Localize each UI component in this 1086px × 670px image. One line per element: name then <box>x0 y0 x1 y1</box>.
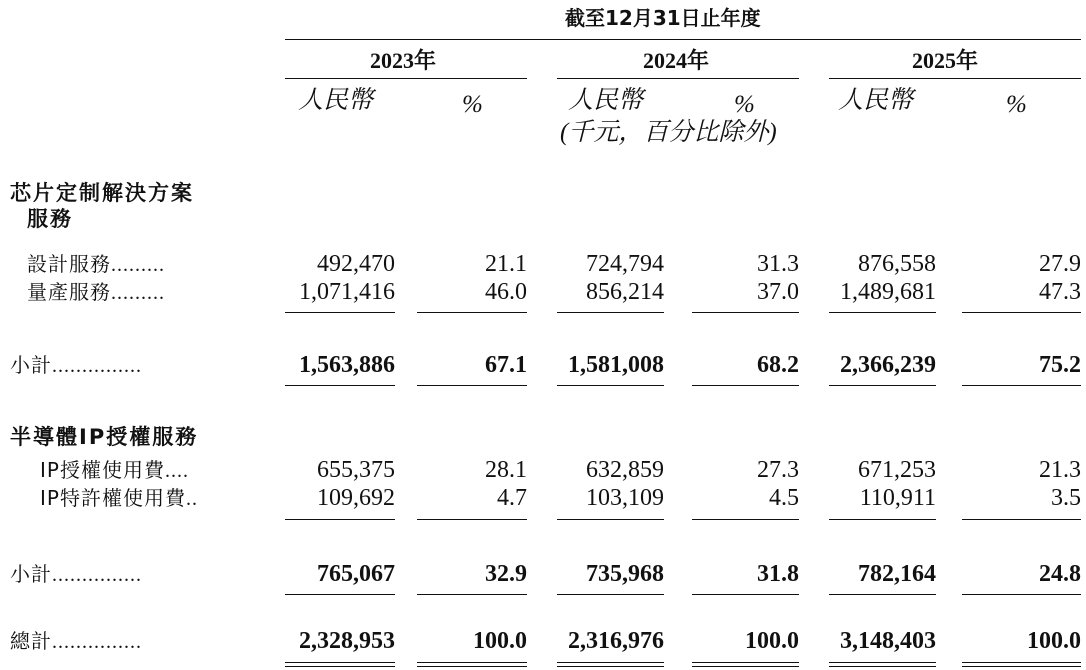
table-cell: 765,067 <box>317 561 395 587</box>
currency-label-2023: 人民幣 <box>298 87 374 114</box>
table-cell: 4.7 <box>497 485 527 511</box>
total-underline <box>285 662 395 663</box>
total-label: 總計............... <box>10 629 142 653</box>
subtotal-rule <box>692 312 799 313</box>
total-underline <box>829 662 936 663</box>
table-cell: 37.0 <box>757 279 799 305</box>
subtotal-rule <box>692 519 799 520</box>
table-cell: 1,489,681 <box>840 279 936 305</box>
subtotal-label: 小計............... <box>10 353 142 377</box>
subtotal-underline <box>557 385 664 386</box>
table-cell: 492,470 <box>317 251 395 277</box>
total-underline <box>557 662 664 663</box>
subtotal-rule <box>829 312 936 313</box>
table-cell: 3.5 <box>1051 485 1081 511</box>
subtotal-rule <box>557 519 664 520</box>
table-cell: 21.1 <box>485 251 527 277</box>
table-cell: 655,375 <box>317 457 395 483</box>
subtotal-underline <box>285 385 395 386</box>
subtotal-rule <box>285 312 395 313</box>
row-label: 量產服務......... <box>27 280 165 304</box>
table-cell: 2,316,976 <box>568 628 664 654</box>
total-double-underline <box>829 666 936 667</box>
subtotal-underline <box>557 594 664 595</box>
table-cell: 46.0 <box>485 279 527 305</box>
table-cell: 31.8 <box>757 561 799 587</box>
year-rule-2023 <box>285 78 527 79</box>
percent-label-2024: % <box>734 91 755 118</box>
total-underline <box>417 662 527 663</box>
table-cell: 735,968 <box>586 561 664 587</box>
table-cell: 4.5 <box>769 485 799 511</box>
subtotal-rule <box>285 519 395 520</box>
total-double-underline <box>285 666 395 667</box>
table-cell: 724,794 <box>586 251 664 277</box>
total-double-underline <box>692 666 799 667</box>
section-title-ip-licensing: 半導體IP授權服務 <box>10 425 199 449</box>
subtotal-label: 小計............... <box>10 562 142 586</box>
period-rule <box>285 39 1081 40</box>
table-cell: 109,692 <box>317 485 395 511</box>
percent-label-2025: % <box>1006 91 1027 118</box>
year-2024: 2024年 <box>643 48 710 73</box>
subtotal-underline <box>692 385 799 386</box>
subtotal-underline <box>417 385 527 386</box>
table-cell: 3,148,403 <box>840 628 936 654</box>
subtotal-underline <box>285 594 395 595</box>
table-cell: 100.0 <box>1027 628 1081 654</box>
table-cell: 31.3 <box>757 251 799 277</box>
total-double-underline <box>417 666 527 667</box>
subtotal-rule <box>417 519 527 520</box>
table-cell: 1,071,416 <box>299 279 395 305</box>
year-2025: 2025年 <box>912 48 979 73</box>
currency-label-2025: 人民幣 <box>838 87 914 114</box>
row-label: 設計服務......... <box>27 252 165 276</box>
table-cell: 632,859 <box>586 457 664 483</box>
subtotal-underline <box>692 594 799 595</box>
subtotal-underline <box>829 385 936 386</box>
year-rule-2024 <box>557 78 799 79</box>
subtotal-underline <box>962 594 1081 595</box>
subtotal-rule <box>557 312 664 313</box>
table-cell: 856,214 <box>586 279 664 305</box>
table-cell: 67.1 <box>485 352 527 378</box>
subtotal-rule <box>962 312 1081 313</box>
table-cell: 100.0 <box>745 628 799 654</box>
table-cell: 75.2 <box>1039 352 1081 378</box>
table-cell: 103,109 <box>586 485 664 511</box>
section-title-chip-custom-cont: 服務 <box>27 207 73 231</box>
currency-label-2024: 人民幣 <box>568 87 644 114</box>
table-cell: 2,366,239 <box>840 352 936 378</box>
period-heading: 截至12月31日止年度 <box>565 6 761 30</box>
subtotal-rule <box>829 519 936 520</box>
table-cell: 782,164 <box>858 561 936 587</box>
subtotal-rule <box>962 519 1081 520</box>
row-label: IP授權使用費.... <box>40 458 189 482</box>
table-cell: 68.2 <box>757 352 799 378</box>
percent-label-2023: % <box>462 91 483 118</box>
table-cell: 32.9 <box>485 561 527 587</box>
table-cell: 24.8 <box>1039 561 1081 587</box>
table-cell: 2,328,953 <box>299 628 395 654</box>
subtotal-underline <box>962 385 1081 386</box>
row-label: IP特許權使用費.. <box>40 486 198 510</box>
table-cell: 100.0 <box>473 628 527 654</box>
year-2023: 2023年 <box>370 48 437 73</box>
table-cell: 1,563,886 <box>299 352 395 378</box>
table-cell: 110,911 <box>859 485 936 511</box>
total-double-underline <box>962 666 1081 667</box>
table-cell: 27.9 <box>1039 251 1081 277</box>
total-underline <box>692 662 799 663</box>
table-cell: 671,253 <box>858 457 936 483</box>
table-cell: 1,581,008 <box>568 352 664 378</box>
subtotal-underline <box>417 594 527 595</box>
table-cell: 876,558 <box>858 251 936 277</box>
subtotal-underline <box>829 594 936 595</box>
table-cell: 28.1 <box>485 457 527 483</box>
total-underline <box>962 662 1081 663</box>
unit-note: (千元，百分比除外) <box>560 119 777 146</box>
table-cell: 21.3 <box>1039 457 1081 483</box>
year-rule-2025 <box>829 78 1081 79</box>
subtotal-rule <box>417 312 527 313</box>
table-cell: 47.3 <box>1039 279 1081 305</box>
section-title-chip-custom: 芯片定制解決方案 <box>10 181 194 205</box>
table-cell: 27.3 <box>757 457 799 483</box>
total-double-underline <box>557 666 664 667</box>
